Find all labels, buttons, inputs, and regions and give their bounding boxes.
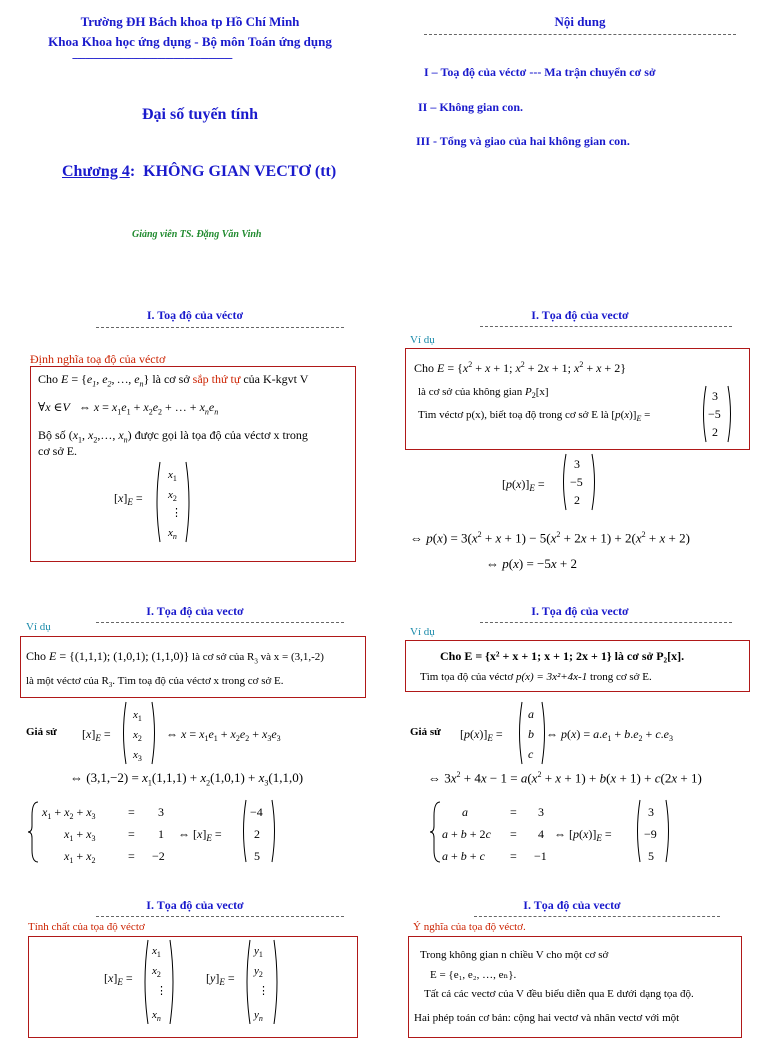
contents-item-2: II – Không gian con. [418, 100, 524, 114]
svg-text:a: a [462, 805, 468, 819]
svg-text:−2: −2 [152, 849, 165, 863]
svg-text:3: 3 [574, 457, 580, 471]
example2-line-1: Cho E = {(1,1,1); (1,0,1); (1,1,0)} là cơ sở của $R_3$ và x = (3,1,-2) [26, 649, 324, 666]
svg-text:xn: $x_n$ [152, 1009, 161, 1023]
properties-subheading: Tính chất của tọa độ véctơ [28, 921, 145, 933]
def-text-e: được gọi là tọa độ của véctơ x trong [131, 428, 308, 442]
svg-text:3: 3 [538, 805, 544, 819]
def-text-a: Cho [38, 372, 62, 386]
svg-text:=: = [510, 827, 517, 841]
contents-heading: Nội dung [554, 14, 606, 29]
svg-text:⇔ p(x) = a.e1 + b.e2 + c.e3: ⇔ $p(x) = a.e_1 + b.e_2 + c.e_3$ [546, 727, 673, 743]
svg-text:⋮: ⋮ [258, 985, 269, 997]
meaning-line-2: E = {e₁, e₂, …, eₙ}. [430, 969, 517, 981]
def-text-d: Bộ số [38, 428, 69, 442]
example2-suppose-formula [80, 700, 340, 766]
ex3-text-c: trong cơ sở E. [587, 671, 652, 683]
example3-system [430, 798, 680, 866]
definition-line-1: Cho $E = \{e_1$, $e_2$, …, $e_n$} là cơ sở sắp thứ tự của K-kgvt V [38, 372, 309, 389]
ex2-text-b: và x = (3,1,-2) [257, 651, 324, 663]
svg-text:1: 1 [158, 827, 164, 841]
example2-line-2: là một véctơ của $R_3$. Tìm toạ độ của véctơ x trong cơ sở E. [26, 675, 284, 690]
svg-text:a: a [528, 707, 534, 721]
svg-text:3: 3 [648, 805, 654, 819]
example1-line-3: Tìm véctơ p(x), biết toạ độ trong cơ sở E là $[p(x)]_E$ = [418, 409, 651, 424]
ex3-text-b: p(x) = 3x²+4x-1 [515, 671, 588, 683]
svg-text:−5: −5 [708, 407, 721, 421]
example1-result-1: ⇔ $p(x) = 3(x^2 + x + 1) - 5(x^2 + 2x + 1) + 2(x^2 + x + 2)$ [410, 530, 690, 546]
def-text-b: là cơ sở [149, 372, 193, 386]
coordinate-vector-formula [110, 458, 200, 546]
svg-text:a + b + 2c: a + b + 2c [442, 827, 491, 841]
example1-coord-display [500, 452, 600, 514]
example2-heading: I. Tọa độ của vectơ [146, 604, 244, 618]
example3-line-1: Cho E = {x² + x + 1; x + 1; 2x + 1} là cơ sở P₂[x]. [440, 649, 685, 663]
ex3-text-a: Tìm tọa độ của véctơ [420, 671, 516, 683]
example3-rule [480, 622, 732, 623]
svg-text:x1: $x_1$ [133, 709, 142, 723]
svg-text:x1 + x2: $x_1 + x_2$ [64, 849, 96, 865]
svg-text:3: 3 [712, 389, 718, 403]
svg-text:4: 4 [538, 827, 544, 841]
svg-text:⋮: ⋮ [156, 985, 167, 997]
meaning-line-1: Trong không gian n chiều V cho một cơ sở [420, 949, 609, 961]
svg-text:−5: −5 [570, 475, 583, 489]
title-dashes: ------------------------------------------------------------ [72, 52, 232, 64]
svg-text:[p(x)]E =: $[p(x)]_E$ = [460, 727, 503, 743]
svg-text:5: 5 [648, 849, 654, 863]
example1-label: Ví dụ [410, 334, 435, 346]
contents-item-3: III - Tổng và giao của hai không gian con. [416, 134, 630, 148]
def-text-red: sắp thứ tự [192, 372, 241, 386]
example2-equation: ⇔ $(3,1,-2) = x_1(1,1,1) + x_2(1,0,1) + x_3(1,1,0)$ [70, 770, 304, 788]
svg-text:[p(x)]E =: $[p(x)]_E$ = [502, 477, 545, 493]
chapter-prefix: Chương 4 [62, 163, 130, 180]
properties-vectors [100, 938, 340, 1024]
svg-text:b: b [528, 727, 534, 741]
svg-text:⇔ [p(x)]E =: ⇔ $[p(x)]_E$ = [554, 827, 612, 843]
meaning-line-4: Hai phép toán cơ bản: cộng hai vectơ và nhân vectơ với một [414, 1012, 680, 1024]
svg-text:−9: −9 [644, 827, 657, 841]
lecturer: Giảng viên TS. Đặng Văn Vinh [132, 229, 262, 240]
meaning-line-3: Tất cả các vectơ của V đều biểu diễn qua E dưới dạng tọa độ. [424, 988, 694, 1000]
svg-text:x2: $x_2$ [152, 965, 161, 979]
meaning-rule [474, 916, 720, 917]
ex2-text-d: . Tìm toạ độ của véctơ x trong cơ sở E. [112, 675, 284, 687]
chapter-title: Chương 4: KHÔNG GIAN VECTƠ (tt) [62, 163, 337, 180]
definition-line-4: cơ sở E. [38, 444, 78, 458]
definition-rule [96, 327, 344, 328]
example2-system [28, 798, 288, 866]
svg-text:=: = [128, 805, 135, 819]
properties-heading: I. Tọa độ của vectơ [146, 898, 244, 912]
properties-rule [96, 916, 344, 917]
example2-rule [96, 622, 344, 623]
svg-text:y2: $y_2$ [254, 965, 263, 979]
definition-subheading: Định nghĩa toạ độ của véctơ [30, 352, 166, 366]
svg-text:x1: $x_1$ [152, 945, 161, 959]
example3-label: Ví dụ [410, 626, 435, 638]
svg-text:3: 3 [158, 805, 164, 819]
ex2-text-a: là cơ sở của R [189, 651, 255, 663]
example1-line-1: Cho $E = \{x^2 + x + 1$; $x^2 + 2x + 1$; $x^2 + x + 2$} [414, 360, 626, 375]
faculty-name: Khoa Khoa học ứng dụng - Bộ môn Toán ứng dụng [48, 34, 332, 49]
svg-text:x1: $x_1$ [168, 469, 177, 483]
meaning-subheading: Ý nghĩa của tọa độ véctơ. [413, 921, 526, 933]
svg-text:[x]E =: $[x]_E$ = [104, 971, 133, 987]
definition-heading: I. Toạ độ của véctơ [146, 308, 244, 322]
example1-rule [480, 326, 732, 327]
svg-text:x1 + x3: $x_1 + x_3$ [64, 827, 96, 843]
definition-line-2: ∀x ∈V ⇔ $x = x_1e_1 + x_2e_2$ + … + $x_ne_n$ [38, 400, 219, 417]
svg-text:y1: $y_1$ [254, 945, 263, 959]
example3-suppose: Giả sử [410, 726, 441, 738]
example1-result-2: ⇔ p(x) = −5x + 2 [486, 556, 577, 571]
svg-text:[x]E =: $[x]_E$ = [114, 491, 143, 507]
ex1-text-b: Tìm véctơ p(x), biết toạ độ trong cơ sở E là [418, 409, 612, 421]
svg-text:yn: $y_n$ [254, 1009, 263, 1023]
def-text-c: của K-kgvt V [240, 372, 309, 386]
example2-label: Ví dụ [26, 621, 51, 633]
ex1-text-a: là cơ sở của không gian [418, 386, 525, 398]
svg-text:=: = [128, 827, 135, 841]
example3-line-2 [420, 671, 652, 683]
ex2-text-c: là một véctơ của R [26, 675, 109, 687]
svg-text:xn: $x_n$ [168, 527, 177, 541]
svg-text:=: = [128, 849, 135, 863]
svg-text:c: c [528, 747, 534, 761]
svg-text:x3: $x_3$ [133, 749, 142, 763]
svg-text:x1 + x2 + x3: $x_1 + x_2 + x_3$ [42, 805, 96, 821]
example3-heading: I. Tọa độ của vectơ [531, 604, 629, 618]
contents-rule [424, 34, 736, 35]
chapter-name: KHÔNG GIAN VECTƠ (tt) [143, 163, 337, 180]
svg-text:−4: −4 [250, 805, 263, 819]
example2-suppose: Giả sử [26, 726, 57, 738]
svg-text:x2: $x_2$ [168, 489, 177, 503]
course-title: Đại số tuyến tính [141, 106, 259, 123]
svg-text:=: = [510, 849, 517, 863]
svg-text:=: = [510, 805, 517, 819]
svg-text:[y]E =: $[y]_E$ = [206, 971, 235, 987]
svg-text:2: 2 [254, 827, 260, 841]
svg-text:5: 5 [254, 849, 260, 863]
example3-suppose-formula [458, 700, 708, 766]
meaning-heading: I. Tọa độ của vectơ [523, 898, 621, 912]
example1-coord-matrix [700, 384, 734, 444]
example3-box [405, 640, 750, 692]
example1-line-2: là cơ sở của không gian $P_2[x]$ [418, 386, 549, 401]
svg-text:2: 2 [712, 425, 718, 439]
svg-text:a + b + c: a + b + c [442, 849, 485, 863]
example3-equation: ⇔ $3x^2 + 4x - 1 = a(x^2 + x + 1) + b(x + 1) + c(2x + 1)$ [428, 770, 702, 786]
svg-text:[x]E =: $[x]_E$ = [82, 727, 111, 743]
contents-item-1: I – Toạ độ của véctơ --- Ma trận chuyển cơ sở [424, 65, 656, 79]
svg-text:⇔ x = x1e1 + x2e2 + x3e3: ⇔ $x = x_1e_1 + x_2e_2 + x_3e_3$ [166, 727, 281, 743]
svg-text:x2: $x_2$ [133, 729, 142, 743]
definition-line-3: Bộ số ($x_1$, $x_2,\dots$, $x_n$) được gọi là tọa độ của véctơ x trong [38, 428, 308, 445]
svg-text:2: 2 [574, 493, 580, 507]
example1-heading: I. Tọa độ của vectơ [531, 308, 629, 322]
svg-text:⋮: ⋮ [171, 507, 182, 519]
svg-text:⇔ [x]E =: ⇔ $[x]_E$ = [178, 827, 222, 843]
school-name: Trường ĐH Bách khoa tp Hồ Chí Minh [80, 14, 300, 29]
svg-text:−1: −1 [534, 849, 547, 863]
